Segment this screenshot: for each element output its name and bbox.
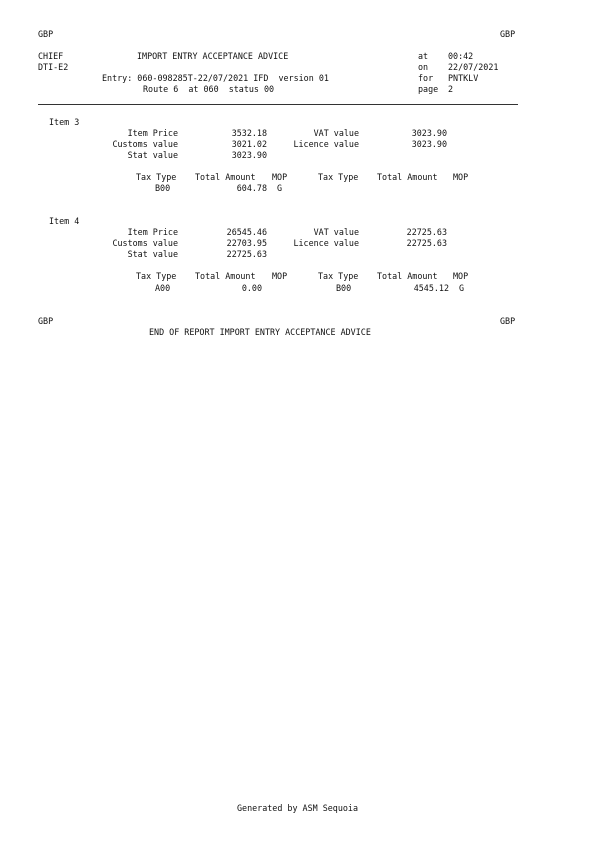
- tax-type-header: Tax Type: [136, 271, 177, 281]
- item-price-value: 3532.18: [231, 128, 267, 138]
- for-value: PNTKLV: [448, 73, 479, 83]
- report-time: 00:42: [448, 51, 474, 61]
- tax-type-header: Tax Type: [318, 271, 359, 281]
- currency-bottom-right: GBP: [500, 316, 516, 326]
- item-label: Item 4: [49, 216, 80, 226]
- customs-value: 3021.02: [231, 139, 267, 149]
- tax-mop-value: G: [459, 283, 465, 293]
- licence-label: Licence value: [293, 238, 359, 248]
- stat-value: 3023.90: [231, 150, 267, 160]
- licence-label: Licence value: [293, 139, 359, 149]
- system-name: CHIEF: [38, 51, 64, 61]
- currency-top-left: GBP: [38, 29, 54, 39]
- vat-value: 22725.63: [406, 227, 447, 237]
- at-label: at: [418, 51, 429, 61]
- tax-type-value: B00: [155, 183, 171, 193]
- tax-mop-value: G: [277, 183, 283, 193]
- mop-header: MOP: [272, 172, 288, 182]
- total-amount-header: Total Amount: [195, 271, 256, 281]
- on-label: on: [418, 62, 429, 72]
- total-amount-header: Total Amount: [195, 172, 256, 182]
- tax-amount-value: 4545.12: [413, 283, 449, 293]
- item-price-label: Item Price: [127, 128, 178, 138]
- mop-header: MOP: [272, 271, 288, 281]
- mop-header: MOP: [453, 172, 469, 182]
- report-title: IMPORT ENTRY ACCEPTANCE ADVICE: [137, 51, 289, 61]
- tax-type-value: A00: [155, 283, 171, 293]
- customs-label: Customs value: [112, 238, 178, 248]
- tax-type-value: B00: [336, 283, 352, 293]
- entry-line: Entry: 060-098285T-22/07/2021 IFD version 01: [102, 73, 329, 83]
- vat-label: VAT value: [313, 227, 359, 237]
- tax-amount-value: 0.00: [241, 283, 262, 293]
- stat-label: Stat value: [127, 249, 178, 259]
- generated-by: Generated by ASM Sequoia: [236, 803, 358, 813]
- stat-value: 22725.63: [226, 249, 267, 259]
- currency-top-right: GBP: [500, 29, 516, 39]
- tax-type-header: Tax Type: [136, 172, 177, 182]
- total-amount-header: Total Amount: [377, 172, 438, 182]
- header-divider: [38, 104, 518, 105]
- item-price-label: Item Price: [127, 227, 178, 237]
- licence-value: 22725.63: [406, 238, 447, 248]
- customs-value: 22703.95: [226, 238, 267, 248]
- customs-label: Customs value: [112, 139, 178, 149]
- vat-value: 3023.90: [411, 128, 447, 138]
- end-of-report: END OF REPORT IMPORT ENTRY ACCEPTANCE ADVICE: [149, 327, 371, 337]
- total-amount-header: Total Amount: [377, 271, 438, 281]
- licence-value: 3023.90: [411, 139, 447, 149]
- route-line: Route 6 at 060 status 00: [143, 84, 275, 94]
- currency-bottom-left: GBP: [38, 316, 54, 326]
- tax-type-header: Tax Type: [318, 172, 359, 182]
- item-label: Item 3: [49, 117, 80, 127]
- report-code: DTI-E2: [38, 62, 69, 72]
- stat-label: Stat value: [127, 150, 178, 160]
- page-label: page: [418, 84, 439, 94]
- page-number: 2: [448, 84, 454, 94]
- mop-header: MOP: [453, 271, 469, 281]
- item-price-value: 26545.46: [226, 227, 267, 237]
- tax-amount-value: 604.78: [236, 183, 267, 193]
- vat-label: VAT value: [313, 128, 359, 138]
- report-date: 22/07/2021: [448, 62, 499, 72]
- for-label: for: [418, 73, 434, 83]
